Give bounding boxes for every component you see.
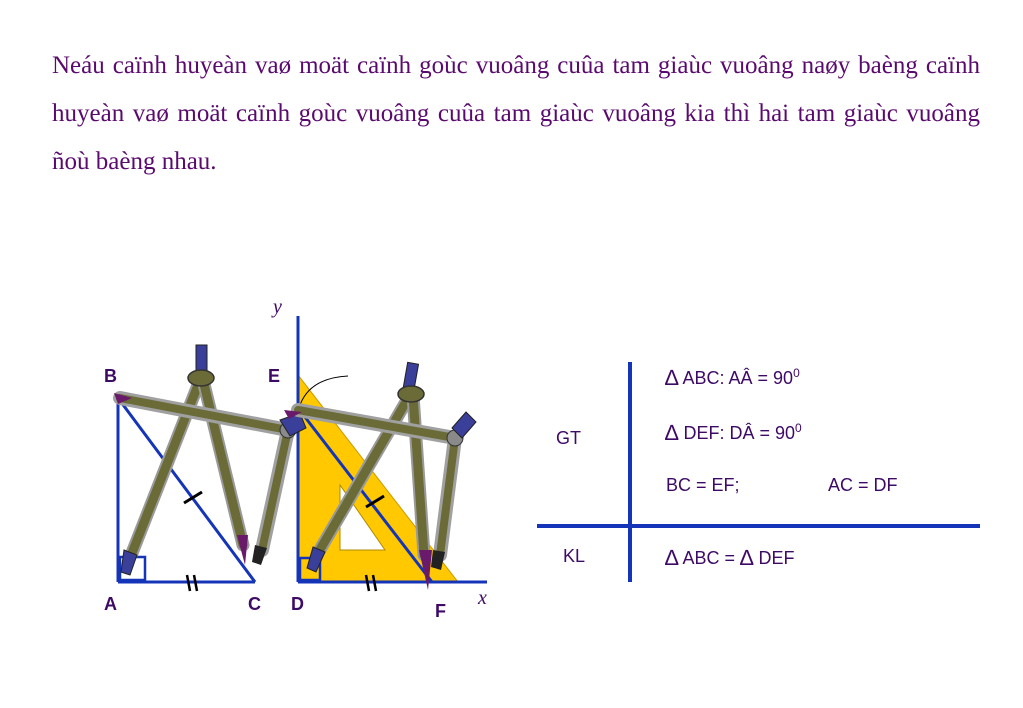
gt-row-def [665,420,802,446]
tick-bc [184,492,202,503]
delta-symbol: ∆ [665,420,679,445]
point-label-b: B [104,366,117,386]
point-label-e: E [268,366,281,386]
kl-right: DEF [758,548,795,568]
theorem-statement: Neáu caïnh huyeàn vaø moät caïnh goùc vuoâng cuûa tam giaùc vuoâng naøy baèng caïnh huyeàn vaø moät caïnh goùc vuoâng cuûa tam giaùc vuoâng kia thì hai tam giaùc vuoâng ñoù baèng nhau. [52,52,980,175]
gt-label: GT [556,428,581,448]
compass-1 [121,345,248,575]
table-vertical-divider [628,362,632,582]
kl-left: ABC = [682,548,741,568]
degree-sup: 0 [793,366,800,380]
delta-symbol: ∆ [665,365,679,390]
gt-row-def-text: DEF: DÂ = 90 [683,423,796,443]
point-label-c: C [248,594,261,614]
gt-row-abc [665,365,800,391]
gt-condition-ac-df: AC = DF [828,475,898,495]
degree-sup: 0 [795,421,802,435]
gt-condition-bc-ef: BC = EF; [666,475,740,495]
delta-symbol: ∆ [665,545,679,570]
kl-label: KL [563,546,586,566]
kl-conclusion [665,545,795,571]
table-horizontal-divider [537,524,980,528]
axis-label-x: x [478,587,487,609]
point-label-d: D [291,594,304,614]
delta-symbol: ∆ [740,545,754,570]
gt-row-abc-text: ABC: AÂ = 90 [682,368,794,388]
point-label-f: F [435,601,446,621]
point-label-a: A [104,594,117,614]
axis-label-y: y [273,296,282,318]
